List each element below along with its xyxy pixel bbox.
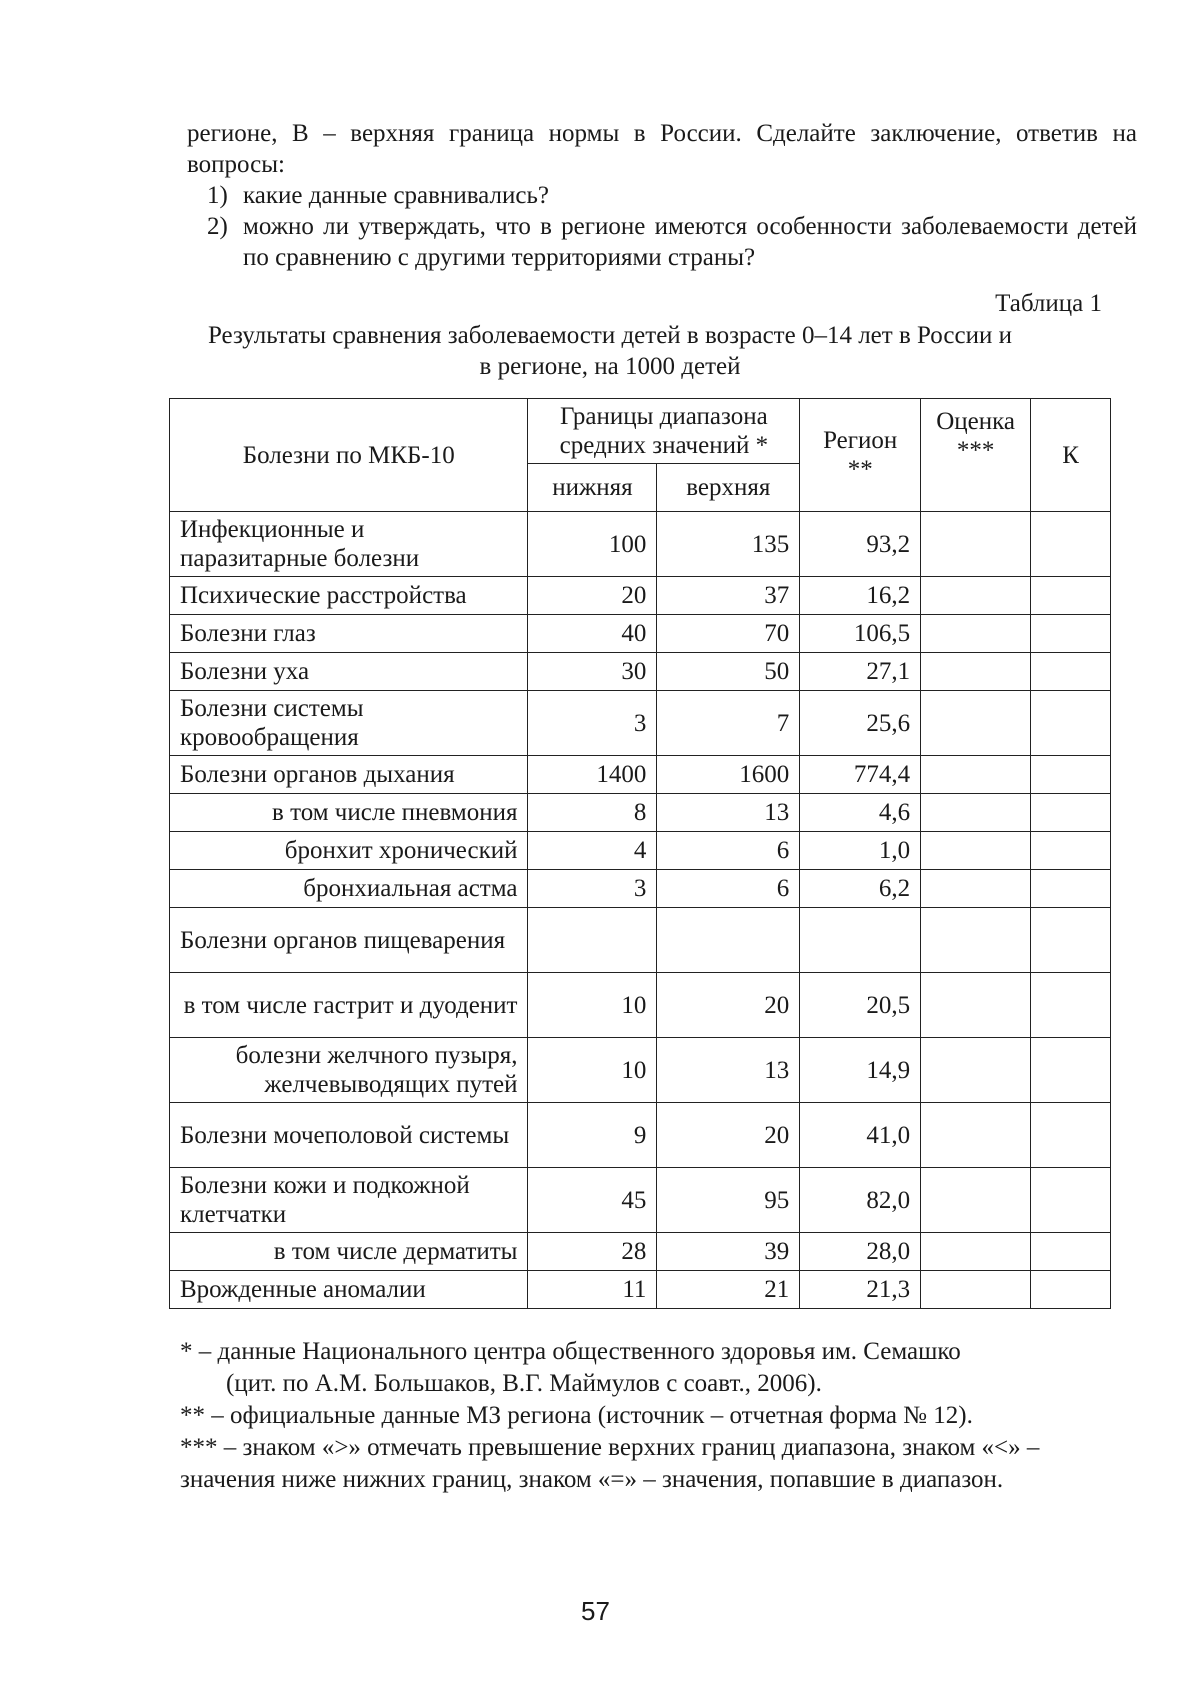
row-k [1031,1168,1111,1233]
row-lower: 10 [528,973,657,1038]
row-region: 106,5 [800,615,921,653]
row-region: 14,9 [800,1038,921,1103]
row-disease: Болезни мочеполовой системы [170,1103,528,1168]
row-lower: 11 [528,1271,657,1309]
row-grade [921,615,1031,653]
question-item [207,211,1137,273]
table-row [170,691,1111,756]
question-number: 2) [207,213,228,240]
header-k: К [1031,399,1111,512]
row-lower: 8 [528,794,657,832]
row-grade [921,1271,1031,1309]
row-region: 25,6 [800,691,921,756]
row-region: 27,1 [800,653,921,691]
row-disease: бронхит хронический [170,832,528,870]
table-row [170,653,1111,691]
row-region: 20,5 [800,973,921,1038]
row-disease: Болезни уха [170,653,528,691]
row-grade [921,870,1031,908]
row-region: 6,2 [800,870,921,908]
row-lower: 20 [528,577,657,615]
row-disease: Болезни органов дыхания [170,756,528,794]
row-k [1031,1038,1111,1103]
row-grade [921,832,1031,870]
row-region: 4,6 [800,794,921,832]
question-text: какие данные сравнивались? [243,182,549,209]
row-disease: Врожденные аномалии [170,1271,528,1309]
table-number: Таблица 1 [995,290,1102,317]
row-region: 1,0 [800,832,921,870]
header-lower: нижняя [528,464,657,512]
row-upper: 6 [657,832,800,870]
row-k [1031,1271,1111,1309]
row-k [1031,615,1111,653]
row-lower: 4 [528,832,657,870]
table-row [170,832,1111,870]
table-row [170,1038,1111,1103]
morbidity-table [169,398,1111,1309]
row-upper: 1600 [657,756,800,794]
row-grade [921,1233,1031,1271]
row-disease: в том числе гастрит и дуоденит [170,973,528,1038]
table-row [170,756,1111,794]
row-region: 41,0 [800,1103,921,1168]
intro-paragraph: регионе, В – верхняя граница нормы в России. Сделайте заключение, ответив на вопросы: [187,120,1137,178]
row-region [800,908,921,973]
row-grade [921,756,1031,794]
row-upper: 135 [657,512,800,577]
footnote-3: *** – знаком «>» отмечать превышение верхних границ диапазона, знаком «<» – значения ниже нижних границ, знаком «=» – значения, попавшие в диапазон. [180,1434,1040,1493]
header-range: Границы диапазона средних значений * [528,399,800,464]
table-row [170,870,1111,908]
footnote-2: ** – официальные данные МЗ региона (источник – отчетная форма № 12). [180,1402,973,1429]
row-upper: 39 [657,1233,800,1271]
row-disease: бронхиальная астма [170,870,528,908]
row-upper: 37 [657,577,800,615]
table-row [170,615,1111,653]
table-row [170,1168,1111,1233]
row-region: 28,0 [800,1233,921,1271]
question-list [207,180,1137,273]
row-k [1031,870,1111,908]
row-k [1031,577,1111,615]
row-region: 82,0 [800,1168,921,1233]
row-upper: 7 [657,691,800,756]
row-grade [921,1038,1031,1103]
row-upper: 13 [657,794,800,832]
row-grade [921,512,1031,577]
row-k [1031,1233,1111,1271]
row-region: 93,2 [800,512,921,577]
table-caption-line: в регионе, на 1000 детей [479,353,741,380]
row-k [1031,1103,1111,1168]
table-row [170,1103,1111,1168]
row-k [1031,794,1111,832]
row-lower: 10 [528,1038,657,1103]
footnotes [180,1336,1100,1496]
page-number: 57 [581,1596,610,1626]
row-lower [528,908,657,973]
row-lower: 45 [528,1168,657,1233]
row-lower: 28 [528,1233,657,1271]
row-upper: 95 [657,1168,800,1233]
table-row [170,973,1111,1038]
row-disease: в том числе пневмония [170,794,528,832]
row-k [1031,691,1111,756]
row-lower: 1400 [528,756,657,794]
row-lower: 9 [528,1103,657,1168]
table-row [170,577,1111,615]
row-region: 21,3 [800,1271,921,1309]
row-grade [921,691,1031,756]
row-k [1031,832,1111,870]
row-upper: 70 [657,615,800,653]
row-upper: 20 [657,973,800,1038]
table-row [170,1271,1111,1309]
row-lower: 30 [528,653,657,691]
row-disease: Болезни системы кровообращения [170,691,528,756]
row-region: 16,2 [800,577,921,615]
row-upper: 21 [657,1271,800,1309]
row-disease: Инфекционные и паразитарные болезни [170,512,528,577]
row-disease: болезни желчного пузыря, желчевыводящих путей [170,1038,528,1103]
row-k [1031,908,1111,973]
row-grade [921,794,1031,832]
row-upper: 6 [657,870,800,908]
row-grade [921,908,1031,973]
row-lower: 40 [528,615,657,653]
footnote-1: * – данные Национального центра общественного здоровья им. Семашко [180,1338,961,1365]
row-disease: Болезни органов пищеварения [170,908,528,973]
row-grade [921,653,1031,691]
row-k [1031,653,1111,691]
row-upper [657,908,800,973]
row-grade [921,973,1031,1038]
question-item [207,180,1137,211]
row-grade [921,1168,1031,1233]
footnote-1-citation: (цит. по А.М. Большаков, В.Г. Маймулов с соавт., 2006). [226,1370,822,1397]
row-disease: в том числе дерматиты [170,1233,528,1271]
row-lower: 100 [528,512,657,577]
row-lower: 3 [528,870,657,908]
table-row [170,908,1111,973]
question-text: можно ли утверждать, что в регионе имеются особенности заболеваемости детей по сравнению с другими территориями страны? [243,213,1137,271]
header-upper: верхняя [657,464,800,512]
row-grade [921,577,1031,615]
row-disease: Болезни глаз [170,615,528,653]
table-caption-line: Результаты сравнения заболеваемости детей в возрасте 0–14 лет в России и [207,322,1012,349]
row-k [1031,756,1111,794]
table-row [170,794,1111,832]
table-row [170,512,1111,577]
row-lower: 3 [528,691,657,756]
row-upper: 50 [657,653,800,691]
question-number: 1) [207,182,228,209]
row-upper: 13 [657,1038,800,1103]
header-region: Регион ** [800,399,921,512]
row-upper: 20 [657,1103,800,1168]
row-disease: Психические расстройства [170,577,528,615]
row-region: 774,4 [800,756,921,794]
header-disease: Болезни по МКБ-10 [170,399,528,512]
table-caption [150,320,1070,382]
header-grade: Оценка *** [921,399,1031,512]
table-row [170,1233,1111,1271]
row-disease: Болезни кожи и подкожной клетчатки [170,1168,528,1233]
row-k [1031,512,1111,577]
row-k [1031,973,1111,1038]
row-grade [921,1103,1031,1168]
